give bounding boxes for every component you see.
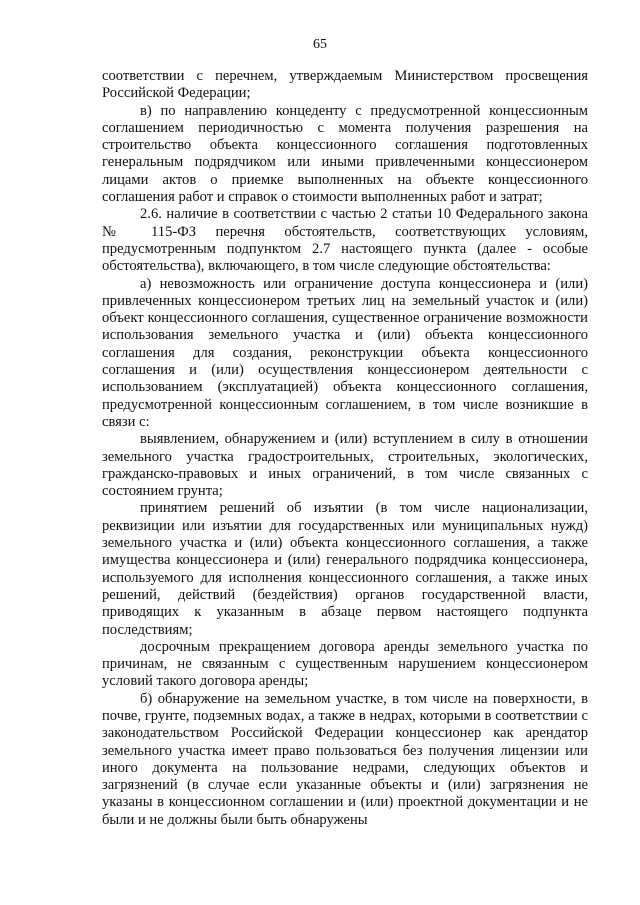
paragraph-restrictions: выявлением, обнаружением и (или) вступлением в силу в отношении земельного участка градостроительных, строительных, экологических, гражданско-правовых и иных ограничений, в том числе связанных с состоянием грунта; [102, 431, 588, 500]
paragraph-continuation: соответствии с перечнем, утверждаемым Министерством просвещения Российской Федерации; [102, 68, 588, 102]
paragraph-seizure-decisions: принятием решений об изъятии (в том числе национализации, реквизиции или изъятии для государственных или муниципальных нужд) земельного участка и (или) объекта концессионного соглашения, а также имущества концессионера и (или) генерального подрядчика концессионера, используемого для исполнения концессионного соглашения, а также иных решений, действий (бездействия) органов государственной власти, приводящих к указанным в абзаце первом настоящего подпункта последствиям; [102, 500, 588, 638]
document-body [102, 68, 588, 829]
page-number: 65 [313, 37, 327, 52]
paragraph-section-2-6: 2.6. наличие в соответствии с частью 2 статьи 10 Федерального закона № 115-ФЗ перечня обстоятельств, соответствующих условиям, предусмотренным подпунктом 2.7 настоящего пункта (далее - особые обстоятельства), включающего, в том числе следующие обстоятельства: [102, 206, 588, 275]
paragraph-lease-termination: досрочным прекращением договора аренды земельного участка по причинам, не связанным с существенным нарушением концессионером условий такого договора аренды; [102, 638, 588, 690]
paragraph-item-a: а) невозможность или ограничение доступа концессионера и (или) привлеченных концессионером третьих лиц на земельный участок и (или) объект концессионного соглашения, существенное ограничение возможности использования земельного участка и (или) объекта концессионного соглашения для создания, реконструкции объекта концессионного соглашения и (или) осуществления концессионером деятельности с использованием (эксплуатацией) объекта концессионного соглашения, предусмотренной концессионным соглашением, в том числе возникшие в связи с: [102, 275, 588, 430]
paragraph-item-v: в) по направлению концеденту с предусмотренной концессионным соглашением периодичностью с момента получения разрешения на строительство объекта концессионного соглашения подготовленных генеральным подрядчиком или иными привлеченными концессионером лицами актов о приемке выполненных на объекте концессионного соглашения работ и справок о стоимости выполненных работ и затрат; [102, 102, 588, 206]
paragraph-item-b: б) обнаружение на земельном участке, в том числе на поверхности, в почве, грунте, подземных водах, а также в недрах, которыми в соответствии с законодательством Российской Федерации концессионер как арендатор земельного участка имеет право пользоваться без получения лицензии или иного документа на пользование недрами, следующих объектов и загрязнений (в случае если указанные объекты и (или) загрязнения не указаны в концессионном соглашении и (или) проектной документации и не были и не должны были быть обнаружены [102, 690, 588, 828]
